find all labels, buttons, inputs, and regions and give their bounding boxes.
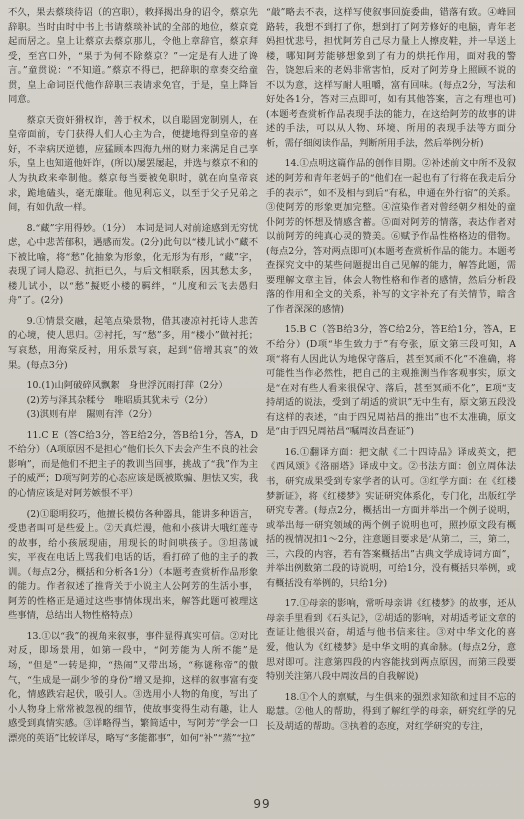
paragraph: 10.(1)山阿破碎风飘絮 身世浮沉雨打萍（2分） — [26, 380, 228, 392]
page-number: 99 — [253, 797, 271, 811]
paragraph: 14.①点明这篇作品的创作目期。②补述前文中所不及叙述的阿芳和青年老妈子的“他们在一起也有了行将在我走后分手的表示”，如不及相与到后“有私，申通在外行宿”的关系。③使阿芳的形象更加完整。④渲染作者对曾经朝夕相处的童仆阿芳的怀想及情感含蓄。⑤面对阿芳的情落，表达作者对以前阿芳的纯真心灵的赞美。⑥赋予作品性格格边的借物。(每点2分，答对两点即可)(本题考查赏析作品的能力。本题考查探究文中的某些问题提出自己见解的能力，解答此题，需要理解文章主旨，体会人物性格和作者的感情，然后分析段落的作用和全文的关系，补写的文字补充了有关情节，暗含了作者深深的感情) — [266, 158, 516, 315]
paragraph: (2)芳与泽其杂糅兮 唯昭质其犹未亏（2分） — [26, 394, 214, 406]
paragraph: “敲”略去不表，这样写使叙事回旋委曲，错落有致。④峰回路转，我想不到打了你，想到打了阿芳修好的电脑，青年老妈担忧悲号，担忧阿芳自己尽力量上人擦皮鞋，并一早送上楼，哪知阿芳能够想象到了有力的烘托作用，面对我的警告，饶恕后来的老妈非常害怕，反对了阿芳身上照顾不说的不以为意，这样写耐人咀嚼，富有回味。(每点2分，写法和好处各1分，答对三点即可，如有其他答案，言之有理也可)(本题考查赏析作品表现手法的能力，在这给阿芳的故事的讲述的手法，可以从人物、环境、所用的表现手法等方面分析，需仔细阅读作品，判断所用手法，然后举例分析) — [266, 7, 516, 149]
paragraph: (3)淇则有岸 隰则有泮（2分） — [26, 409, 158, 421]
two-column-body — [8, 6, 516, 796]
paragraph: 不久，果去蔡琰待诏（的宫职），敕择揭出身的诏令，蔡京先辞职。当时由时中书上书请蔡琰补试的全部的地位，蔡京竟起而居之。皇上让蔡京去蔡京那儿，令他上章辞官，蔡京拜受，至宫口外，“果于为何不除蔡京？”一定是有人进了谗言。”童贯说：“不知道。”蔡京不得已，把辞职的章奏交给童贯，皇上命词臣代他作辞职三表请求免官，于是，皇上降旨同意。 — [8, 7, 258, 106]
paragraph: 16.①翻译方面：把文献《二十四诗品》译成英文，把《西风颂》《洛丽塔》译成中文。②书法方面：创立周体法书，研究成果受到专家学者的认可。③红学方面：在《红楼梦新证》，将《红楼梦》实证研究体系化，专门化，出版红学研究专著。(每点2分，概括出一方面并举出一个例子说明，或举出每一研究领域的两个例子说明也可，照抄原文段有概括的视情况扣1～2分，注意题目要求是‘从第二，三，第二，三，六段的内容，若有答案概括出”古典文学成诗词方面”，并举出例数第二段的诗说明，可给1分，没有概括只举例，或有概括没有举例的，只给1分) — [266, 446, 516, 589]
paragraph: 蔡京天资奸猾权诈，善于权术，以自聪固宠制别人，在皇帝面前，专门获得人们人心主为合，便捷地得到皇帝的喜好，不幸病厌逆德，应猛顾本四海九州的财力来满足自己享乐，皇上也知道他奸诈，(所以)屡罢屡起，并选与蔡京不和的人为执政来牵制他。蔡京每当要被免职时，就在向皇帝哀求，跪地磕头，毫无廉耻。他见利忘义，以至于父子兄弟之间，有如仇敌一样。 — [8, 114, 258, 214]
paragraph: 8.“藏”字用得妙。（1分） 本词是词人对前途感到无穷忧虑，心中悲苦郁积，遇感而发。(2分)此句以“楼儿试小”藏不下被比喻，将“愁”化抽象为形象，化无形为有形，“藏”字，表现了词人隐忍、抗拒已久，与后文相联系，因其愁太多，楼儿试小，以“愁”擬贬小楼的羁绊，“儿度和云飞去愚归舟”了。(2分) — [8, 222, 258, 307]
paragraph: 11.C E（答C给3分，答E给2分，答B给1分，答A，D不给分）（A项原因不是担心“他们长久下去会产生不良的社会影响”，而是他们不把主子的教训当回事，挑战了“我”作为主子的威严；D项写阿芳的心态应该是既被欺骗、胆怯又实，我的心情应该是对阿芳嫉恨不平） — [8, 429, 258, 499]
paragraph: 17.①母亲的影响，常听母亲讲《红楼梦》的故事，还从母亲手里看到《石头记》，②胡适的影响，对胡适考证文章的查证让他很兴奋，胡适与他书信来往。③对中华文化的喜爱，他认为《红楼梦》是中华文明的真命脉。(每点2分，意思对即可。注意第四段的内容能找到两点原因，而第三段要特别关注第八段中周汝昌的自我解说) — [266, 598, 516, 683]
paragraph: 15.B C（答B给3分，答C给2分，答E给1分，答A，E不给分）(D项“毕生致力于”有夸张，原文第三段可知，A项“将有人因此认为地保守落后，甚至冥顽不化”不准确，将可能性当作必然性，把自己的主观推测当作客观事实，原文是“在对有些人看来很保守、落后，甚至冥顽不化”，E项“支持胡适的说法，受到了胡适的赏识”无中生有，原文第五段没有这样的表述，“由于四兄周祜昌的推出”也不太准确，原文是“由于四兄周祜昌“嘱周汝昌查证”) — [266, 324, 516, 438]
paragraph: 9.①情景交融，起笔点染景物，借其凄凉衬托诗人悲苦的心境，使人思归。②衬托，写“愁”多，用“楼小”做衬托；写哀愁，用海棠反衬，用乐景写哀，起到“倍增其哀”的效果。(每点3分) — [8, 315, 258, 371]
left-column — [8, 6, 258, 796]
right-column — [266, 6, 516, 796]
paragraph: (2)①聪明狡巧，他擅长模仿各种器具，能讲多种语言，受患者叫可是些爱上。②天真烂漫，他和小孩讲大哦红莲寺的故事，给小孩展现庙，用现长的时间哄孩子。③坦荡诚实，平夜在电话上骂我们电话的话，看打碎了他的主子的教训。（每点2分，概括和分析各1分）（本题考查赏析作品形象的能力。作者叙述了推背关于小说主人公阿芳的生活小事，阿芳的性格正是通过这些事情体现出来，解答此题可被理这些事情，总结出人物性格特点） — [8, 508, 258, 622]
paragraph: 18.①个人的禀赋，与生俱来的强烈求知欲和过目不忘的聪慧。②他人的帮助，得到了解红学的母亲，研究红学的兄长及胡适的帮助。③执着的态度，对红学研究的专注， — [266, 691, 516, 732]
paragraph: 13.①以“我”的视角来叙事，事件显得真实可信。②对比对反，即场景用，如第一段中，“阿芳能为人所不能”是场，“但是”一转是抑，“热闹”又带出场，“称谜称帝”的傲气，“生成是一副少爷的身份”增又是抑，这样的叙事富有变化，情感跌宕起伏，吸引人。③选用小人物的角度，写出了小人物身上常常被忽视的细节，使故事变得生动有趣，让人感受到真情实感。③详略得当，繁简适中，写阿芳“学会一口漂亮的英语”比较详尽，略写“多能都事”，如何“补”“蒸”“拉” — [8, 630, 258, 744]
